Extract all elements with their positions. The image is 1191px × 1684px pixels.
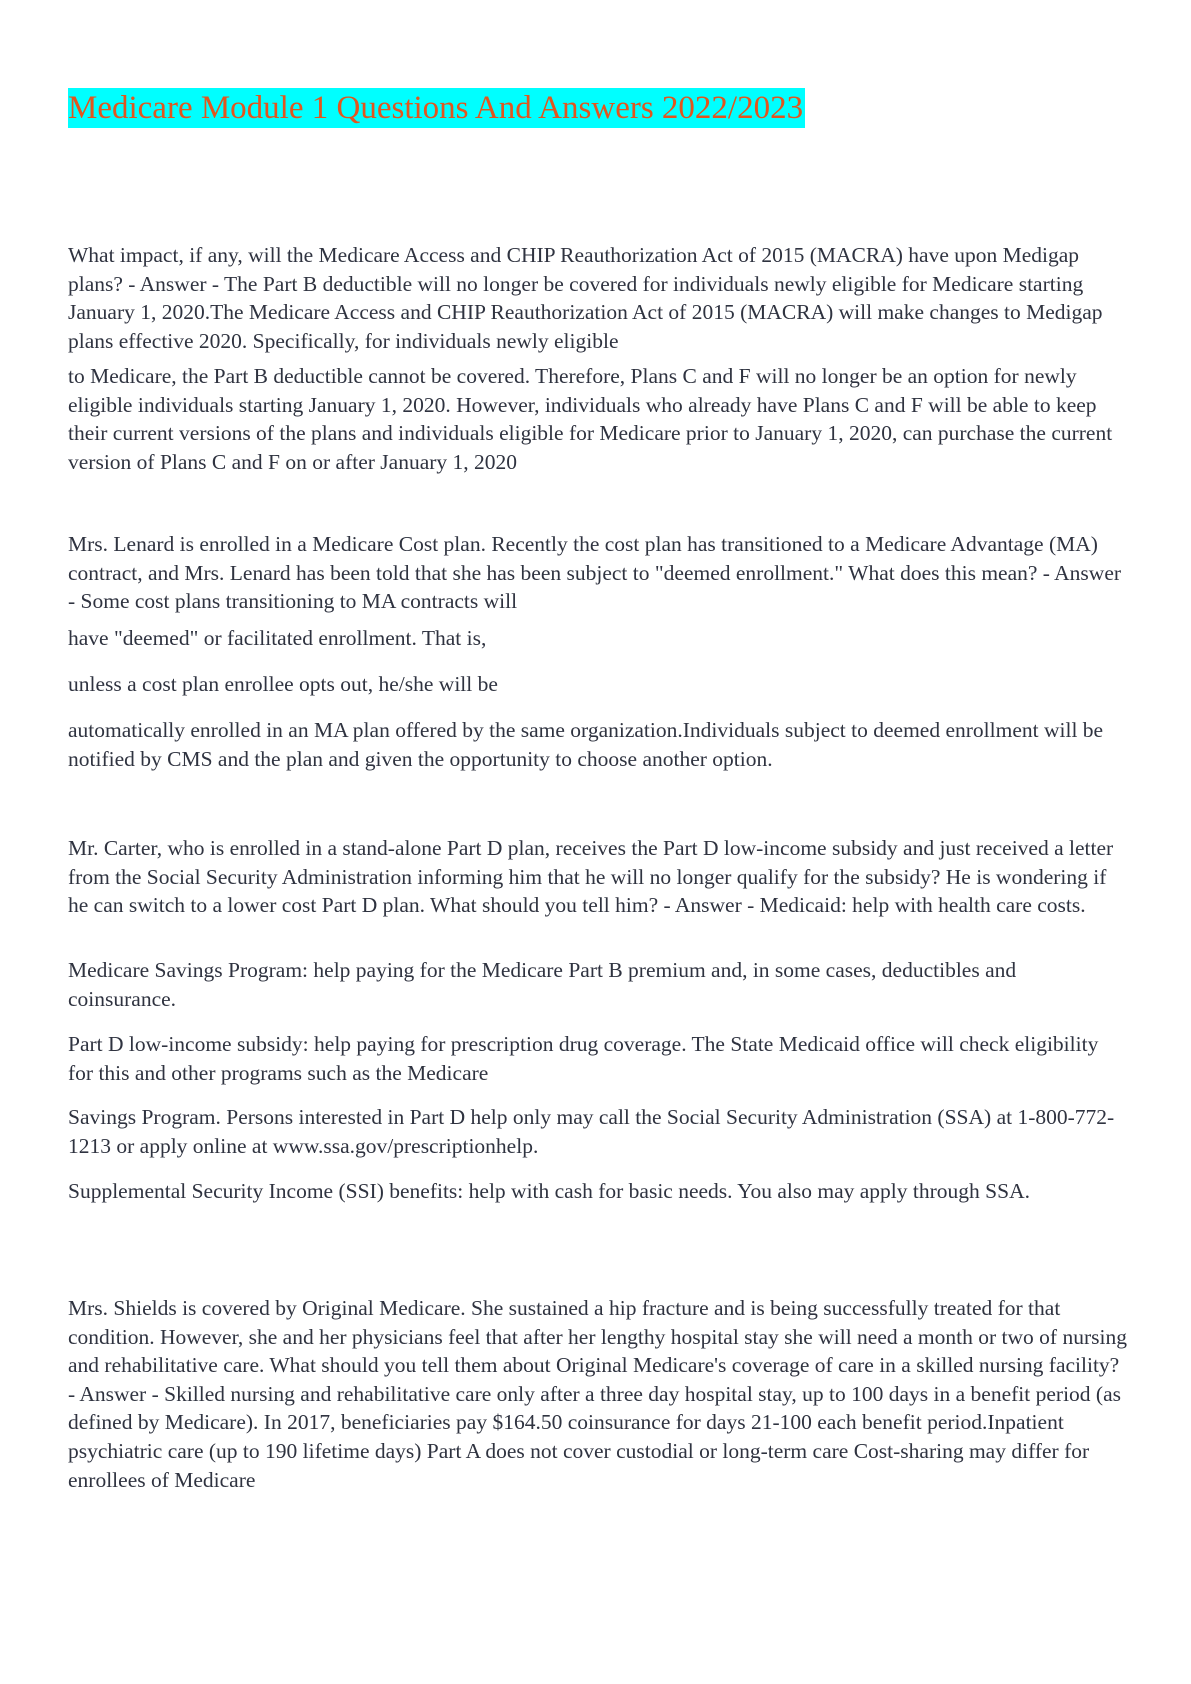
paragraph-lenard-answer-line: unless a cost plan enrollee opts out, he/she will be xyxy=(68,672,498,696)
paragraph-carter-question: Mr. Carter, who is enrolled in a stand-alone Part D plan, receives the Part D low-income subsidy and just received a letter from the Social Security Administration informing him that he will no longer qualify for the subsidy? He is wondering if he can switch to a lower cost Part D plan. What should you tell him? - Answer - Medicaid: help with health care costs. xyxy=(68,836,1114,918)
paragraph-lenard-answer-line: have "deemed" or facilitated enrollment. That is, xyxy=(68,626,487,650)
paragraph-macra-answer-continued: to Medicare, the Part B deductible cannot be covered. Therefore, Plans C and F will no longer be an option for newly eligible individuals starting January 1, 2020. However, individuals who already have Plans C and F will be able to keep their current versions of the plans and individuals eligible for Medicare prior to January 1, 2020, can purchase the current version of Plans C and F on or after January 1, 2020 xyxy=(68,364,1113,474)
document-title: Medicare Module 1 Questions And Answers 2022/2023 xyxy=(68,90,804,126)
paragraph-medicare-savings-program: Medicare Savings Program: help paying for the Medicare Part B premium and, in some cases, deductibles and coinsurance. xyxy=(68,958,1017,1011)
paragraph-ssi-benefits: Supplemental Security Income (SSI) benefits: help with cash for basic needs. You also may apply through SSA. xyxy=(68,1179,1030,1203)
paragraph-macra-question: What impact, if any, will the Medicare Access and CHIP Reauthorization Act of 2015 (MACRA) have upon Medigap plans? - Answer - The Part B deductible will no longer be covered for individuals newly eligible for Medicare starting January 1, 2020.The Medicare Access and CHIP Reauthorization Act of 2015 (MACRA) will make changes to Medigap plans effective 2020. Specifically, for individuals newly eligible xyxy=(68,243,1103,353)
paragraph-lenard-question: Mrs. Lenard is enrolled in a Medicare Cost plan. Recently the cost plan has transitioned to a Medicare Advantage (MA) contract, and Mrs. Lenard has been told that she has been subject to "deemed enrollment." What does this mean? - Answer - Some cost plans transitioning to MA contracts will xyxy=(68,532,1122,614)
paragraph-ssa-contact: Savings Program. Persons interested in Part D help only may call the Social Security Administration (SSA) at 1-800-772-1213 or apply online at www.ssa.gov/prescriptionhelp. xyxy=(68,1105,1115,1158)
paragraph-part-d-subsidy: Part D low-income subsidy: help paying for prescription drug coverage. The State Medicaid office will check eligibility for this and other programs such as the Medicare xyxy=(68,1032,1099,1085)
paragraph-shields-question: Mrs. Shields is covered by Original Medicare. She sustained a hip fracture and is being successfully treated for that condition. However, she and her physicians feel that after her lengthy hospital stay she will need a month or two of nursing and rehabilitative care. What should you tell them about Original Medicare's coverage of care in a skilled nursing facility? - Answer - Skilled nursing and rehabilitative care only after a three day hospital stay, up to 100 days in a benefit period (as defined by Medicare). In 2017, beneficiaries pay $164.50 coinsurance for days 21-100 each benefit period.Inpatient psychiatric care (up to 190 lifetime days) Part A does not cover custodial or long-term care Cost-sharing may differ for enrollees of Medicare xyxy=(68,1296,1127,1492)
paragraph-lenard-answer-continued: automatically enrolled in an MA plan offered by the same organization.Individuals subject to deemed enrollment will be notified by CMS and the plan and given the opportunity to choose another option. xyxy=(68,718,1104,771)
